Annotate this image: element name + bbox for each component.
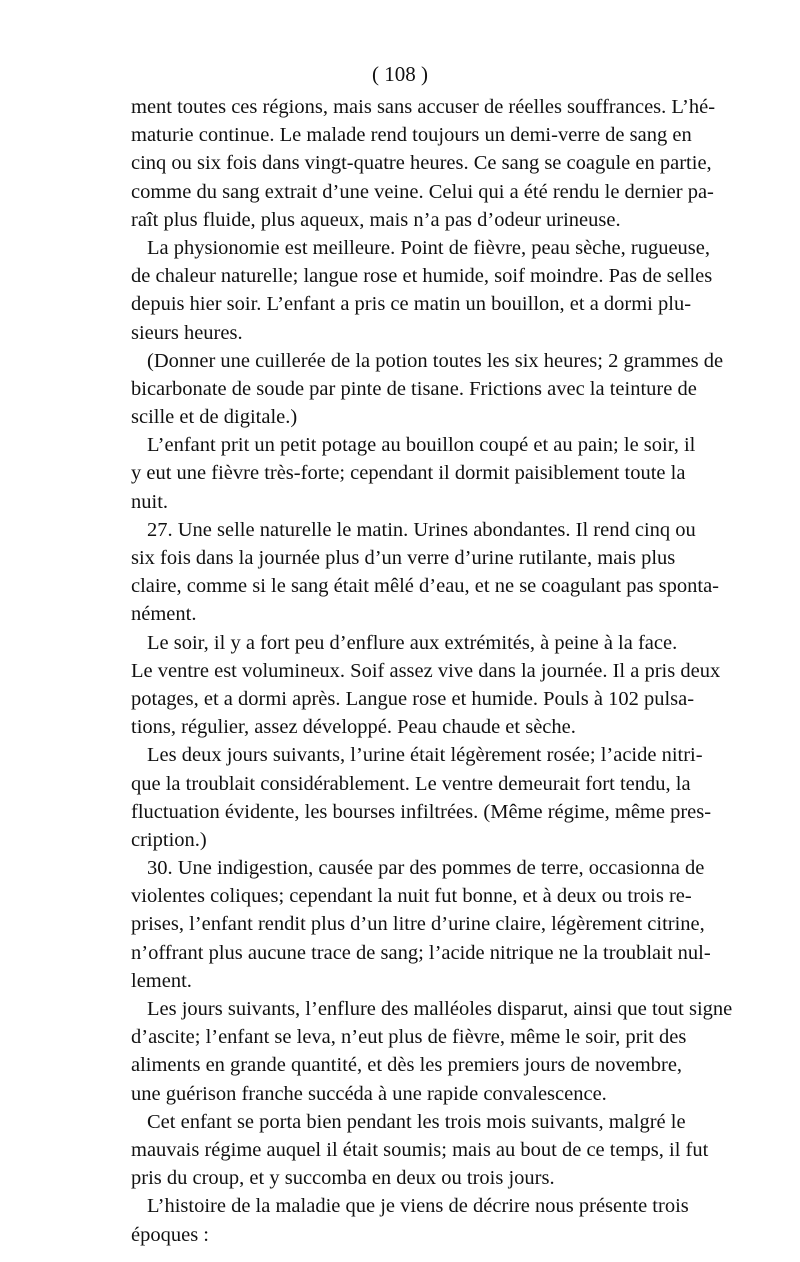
text-line: que la troublait considérablement. Le ventre demeurait fort tendu, la xyxy=(131,772,691,795)
paragraph xyxy=(131,234,713,347)
text-line: Cet enfant se porta bien pendant les trois mois suivants, malgré le xyxy=(147,1110,686,1133)
text-line: L’histoire de la maladie que je viens de décrire nous présente trois xyxy=(147,1195,689,1218)
paragraph xyxy=(131,629,721,742)
text-line: Le ventre est volumineux. Soif assez vive dans la journée. Il a pris deux xyxy=(131,659,721,682)
text-line: potages, et a dormi après. Langue rose et humide. Pouls à 102 pulsa- xyxy=(131,687,695,710)
text-line: (Donner une cuillerée de la potion toutes les six heures; 2 grammes de xyxy=(147,349,724,372)
text-line: Les jours suivants, l’enflure des malléoles disparut, ainsi que tout signe xyxy=(147,998,733,1020)
text-line: lement. xyxy=(131,969,192,992)
text-line: Le soir, il y a fort peu d’enflure aux extrémités, à peine à la face. xyxy=(147,631,678,654)
paragraph xyxy=(131,431,696,516)
text-line: nuit. xyxy=(131,490,169,513)
paragraph xyxy=(131,995,733,1108)
text-line: fluctuation évidente, les bourses infiltrées. (Même régime, même pres- xyxy=(131,800,712,823)
text-line: y eut une fièvre très-forte; cependant il dormit paisiblement toute la xyxy=(131,462,686,485)
text-line: sieurs heures. xyxy=(131,321,243,344)
text-line: d’ascite; l’enfant se leva, n’eut plus de fièvre, même le soir, prit des xyxy=(131,1026,687,1049)
paragraph xyxy=(131,1192,689,1248)
text-line: La physionomie est meilleure. Point de fièvre, peau sèche, rugueuse, xyxy=(147,236,710,259)
page-number: ( 108 ) xyxy=(372,62,428,86)
text-line: nément. xyxy=(131,603,197,626)
text-line: bicarbonate de soude par pinte de tisane. Frictions avec la teinture de xyxy=(131,377,697,400)
text-line: raît plus fluide, plus aqueux, mais n’a pas d’odeur urineuse. xyxy=(131,208,621,231)
text-line: n’offrant plus aucune trace de sang; l’acide nitrique ne la troublait nul- xyxy=(131,941,711,964)
paragraph xyxy=(131,854,711,995)
text-line: prises, l’enfant rendit plus d’un litre d’urine claire, légèrement citrine, xyxy=(131,913,705,936)
paragraph xyxy=(131,516,720,629)
text-line: six fois dans la journée plus d’un verre d’urine rutilante, mais plus xyxy=(131,547,676,569)
text-line: L’enfant prit un petit potage au bouillon coupé et au pain; le soir, il xyxy=(147,434,696,457)
text-line: époques : xyxy=(131,1223,209,1246)
text-line: mauvais régime auquel il était soumis; mais au bout de ce temps, il fut xyxy=(131,1138,709,1161)
text-line: claire, comme si le sang était mêlé d’eau, et ne se coagulant pas sponta- xyxy=(131,575,720,598)
body-text xyxy=(131,93,733,1249)
text-line: comme du sang extrait d’une veine. Celui qui a été rendu le dernier pa- xyxy=(131,180,714,203)
text-line: cinq ou six fois dans vingt-quatre heures. Ce sang se coagule en partie, xyxy=(131,152,712,175)
text-line: une guérison franche succéda à une rapide convalescence. xyxy=(131,1082,607,1105)
text-line: pris du croup, et y succomba en deux ou trois jours. xyxy=(131,1167,555,1190)
text-line: Les deux jours suivants, l’urine était légèrement rosée; l’acide nitri- xyxy=(147,744,703,767)
text-line: maturie continue. Le malade rend toujours un demi-verre de sang en xyxy=(131,124,692,147)
paragraph xyxy=(131,741,712,854)
text-line: 30. Une indigestion, causée par des pommes de terre, occasionna de xyxy=(147,857,705,880)
text-line: ment toutes ces régions, mais sans accuser de réelles souffrances. L’hé- xyxy=(131,96,716,118)
paragraph xyxy=(131,347,724,432)
text-line: 27. Une selle naturelle le matin. Urines abondantes. Il rend cinq ou xyxy=(147,518,696,541)
text-line: aliments en grande quantité, et dès les premiers jours de novembre, xyxy=(131,1054,683,1077)
paragraph xyxy=(131,1108,709,1193)
text-line: tions, régulier, assez développé. Peau chaude et sèche. xyxy=(131,716,576,739)
text-line: violentes coliques; cependant la nuit fut bonne, et à deux ou trois re- xyxy=(131,885,692,908)
text-line: depuis hier soir. L’enfant a pris ce matin un bouillon, et a dormi plu- xyxy=(131,293,692,316)
text-line: cription.) xyxy=(131,828,207,851)
text-line: de chaleur naturelle; langue rose et humide, soif moindre. Pas de selles xyxy=(131,265,713,288)
text-line: scille et de digitale.) xyxy=(131,406,298,429)
paragraph xyxy=(131,93,716,234)
